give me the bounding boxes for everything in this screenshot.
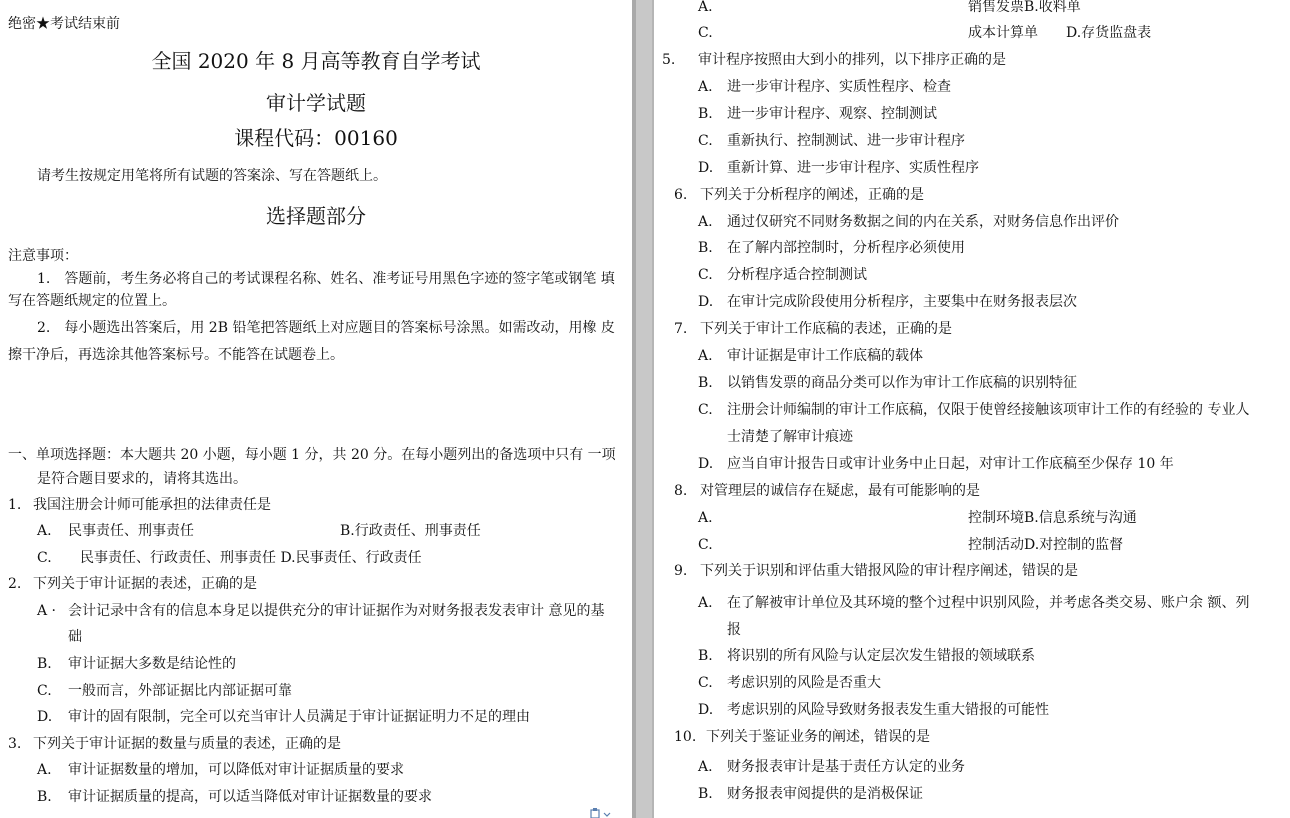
- note-1-line-2: 写在答题纸规定的位置上。: [8, 293, 176, 309]
- q5-option-a: 进一步审计程序、实质性程序、检查: [727, 79, 951, 95]
- q1-option-c-d: 民事责任、行政责任、刑事责任 D.民事责任、行政责任: [80, 550, 422, 566]
- q10-number: 10.: [674, 729, 697, 745]
- q6-option-c: 分析程序适合控制测试: [727, 267, 867, 283]
- q2-option-a-label: A ·: [37, 603, 57, 619]
- q6-stem: 下列关于分析程序的阐述，正确的是: [700, 187, 924, 203]
- q10-stem: 下列关于鉴证业务的阐述，错误的是: [706, 729, 930, 745]
- q5-option-c: 重新执行、控制测试、进一步审计程序: [727, 133, 965, 149]
- q6-option-d-label: D.: [698, 294, 714, 310]
- q10-option-b: 财务报表审阅提供的是消极保证: [727, 786, 923, 802]
- q2-option-d-label: D.: [37, 709, 53, 725]
- q10-option-a: 财务报表审计是基于责任方认定的业务: [727, 759, 965, 775]
- q3-option-a: 审计证据数量的增加，可以降低对审计证据质量的要求: [68, 762, 404, 778]
- q10-option-b-label: B.: [698, 786, 713, 802]
- q8-option-a-b: 控制环境B.信息系统与沟通: [968, 510, 1137, 526]
- q8-option-a-label: A.: [698, 510, 713, 526]
- q6-option-d: 在审计完成阶段使用分析程序，主要集中在财务报表层次: [727, 294, 1077, 310]
- q7-option-c-line-2: 士清楚了解审计痕迹: [727, 429, 853, 445]
- q8-stem: 对管理层的诚信存在疑虑，最有可能影响的是: [700, 483, 980, 499]
- secret-mark: 绝密★考试结束前: [8, 16, 120, 32]
- part1-heading-line-1: 一、单项选择题：本大题共 20 小题，每小题 1 分，共 20 分。在每小题列出的备选项中只有 一项: [8, 447, 616, 463]
- q9-option-b-label: B.: [698, 648, 713, 664]
- q5-option-b: 进一步审计程序、观察、控制测试: [727, 106, 937, 122]
- note-1-line-1: 1. 答题前，考生务必将自己的考试课程名称、姓名、准考证号用黑色字迹的签字笔或钢笔 填: [37, 271, 615, 287]
- q2-option-a-line-1: 会计记录中含有的信息本身足以提供充分的审计证据作为对财务报表发表审计 意见的基: [68, 603, 605, 619]
- q9-option-c-label: C.: [698, 675, 713, 691]
- q9-option-a-line-1: 在了解被审计单位及其环境的整个过程中识别风险，并考虑各类交易、账户余 额、列: [727, 595, 1250, 611]
- q3-option-a-label: A.: [37, 762, 52, 778]
- section-title: 选择题部分: [266, 204, 366, 228]
- q1-option-b: B.行政责任、刑事责任: [340, 523, 481, 539]
- q5-option-c-label: C.: [698, 133, 713, 149]
- q5-option-b-label: B.: [698, 106, 713, 122]
- q3-option-b-label: B.: [37, 789, 52, 805]
- part1-heading-line-2: 是符合题目要求的，请将其选出。: [37, 471, 247, 487]
- q1-number: 1.: [8, 497, 22, 513]
- q3-number: 3.: [8, 736, 22, 752]
- q10-option-a-label: A.: [698, 759, 713, 775]
- course-code: 课程代码：00160: [234, 126, 398, 150]
- notes-heading: 注意事项：: [8, 248, 78, 264]
- q8-option-c-label: C.: [698, 537, 713, 553]
- document-page-right: [654, 0, 1290, 818]
- q4-option-a-label: A.: [698, 0, 713, 15]
- q4-option-c-label: C.: [698, 25, 713, 41]
- q7-option-c-line-1: 注册会计师编制的审计工作底稿，仅限于使曾经接触该项审计工作的有经验的 专业人: [727, 402, 1250, 418]
- exam-title: 全国 2020 年 8 月高等教育自学考试: [151, 49, 481, 73]
- q9-option-d-label: D.: [698, 702, 714, 718]
- note-2-line-2: 擦干净后，再选涂其他答案标号。不能答在试题卷上。: [8, 347, 344, 363]
- q5-option-a-label: A.: [698, 79, 713, 95]
- q6-number: 6.: [674, 187, 688, 203]
- q8-number: 8.: [674, 483, 688, 499]
- q1-stem: 我国注册会计师可能承担的法律责任是: [33, 497, 271, 513]
- q2-option-c: 一般而言，外部证据比内部证据可靠: [68, 683, 292, 699]
- q9-option-c: 考虑识别的风险是否重大: [727, 675, 881, 691]
- q7-number: 7.: [674, 321, 688, 337]
- q2-option-d: 审计的固有限制，完全可以充当审计人员满足于审计证据证明力不足的理由: [68, 709, 530, 725]
- q2-option-c-label: C.: [37, 683, 52, 699]
- q1-option-c-label: C.: [37, 550, 52, 566]
- q7-option-a-label: A.: [698, 348, 713, 364]
- q4-option-a-b: 销售发票B.收料单: [968, 0, 1081, 15]
- q7-option-b-label: B.: [698, 375, 713, 391]
- q9-option-b: 将识别的所有风险与认定层次发生错报的领域联系: [727, 648, 1035, 664]
- q2-number: 2.: [8, 576, 22, 592]
- subject-title: 审计学试题: [266, 91, 366, 115]
- note-2-line-1: 2. 每小题选出答案后，用 2B 铅笔把答题纸上对应题目的答案标号涂黑。如需改动，用橡 皮: [37, 320, 615, 336]
- q3-stem: 下列关于审计证据的数量与质量的表述，正确的是: [33, 736, 341, 752]
- q9-option-d: 考虑识别的风险导致财务报表发生重大错报的可能性: [727, 702, 1049, 718]
- q3-option-b: 审计证据质量的提高，可以适当降低对审计证据数量的要求: [68, 789, 432, 805]
- q9-option-a-line-2: 报: [727, 622, 741, 638]
- q9-stem: 下列关于识别和评估重大错报风险的审计程序阐述，错误的是: [700, 563, 1078, 579]
- q9-option-a-label: A.: [698, 595, 713, 611]
- q7-option-d-label: D.: [698, 456, 714, 472]
- paste-options-icon[interactable]: [590, 808, 612, 818]
- q7-option-c-label: C.: [698, 402, 713, 418]
- q7-stem: 下列关于审计工作底稿的表述，正确的是: [700, 321, 952, 337]
- q5-option-d-label: D.: [698, 160, 714, 176]
- q2-option-a-line-2: 础: [68, 629, 82, 645]
- q2-option-b: 审计证据大多数是结论性的: [68, 656, 236, 672]
- page-gutter: [632, 0, 654, 818]
- document-page-left: [0, 0, 632, 818]
- instruction: 请考生按规定用笔将所有试题的答案涂、写在答题纸上。: [37, 168, 387, 184]
- q6-option-b-label: B.: [698, 240, 713, 256]
- q7-option-b: 以销售发票的商品分类可以作为审计工作底稿的识别特征: [727, 375, 1077, 391]
- q6-option-b: 在了解内部控制时，分析程序必须使用: [727, 240, 965, 256]
- q6-option-c-label: C.: [698, 267, 713, 283]
- q6-option-a: 通过仅研究不同财务数据之间的内在关系，对财务信息作出评价: [727, 214, 1119, 230]
- q1-option-a-label: A.: [37, 523, 52, 539]
- q7-option-a: 审计证据是审计工作底稿的载体: [727, 348, 923, 364]
- q2-option-b-label: B.: [37, 656, 52, 672]
- q9-number: 9.: [674, 563, 688, 579]
- q5-number: 5.: [662, 52, 676, 68]
- q4-option-c-d: 成本计算单 D.存货监盘表: [968, 25, 1152, 41]
- q1-option-a: 民事责任、刑事责任: [68, 523, 194, 539]
- q5-option-d: 重新计算、进一步审计程序、实质性程序: [727, 160, 979, 176]
- q6-option-a-label: A.: [698, 214, 713, 230]
- q7-option-d: 应当自审计报告日或审计业务中止日起，对审计工作底稿至少保存 10 年: [727, 456, 1174, 472]
- q8-option-c-d: 控制活动D.对控制的监督: [968, 537, 1124, 553]
- q2-stem: 下列关于审计证据的表述，正确的是: [33, 576, 257, 592]
- q5-stem: 审计程序按照由大到小的排列，以下排序正确的是: [698, 52, 1006, 68]
